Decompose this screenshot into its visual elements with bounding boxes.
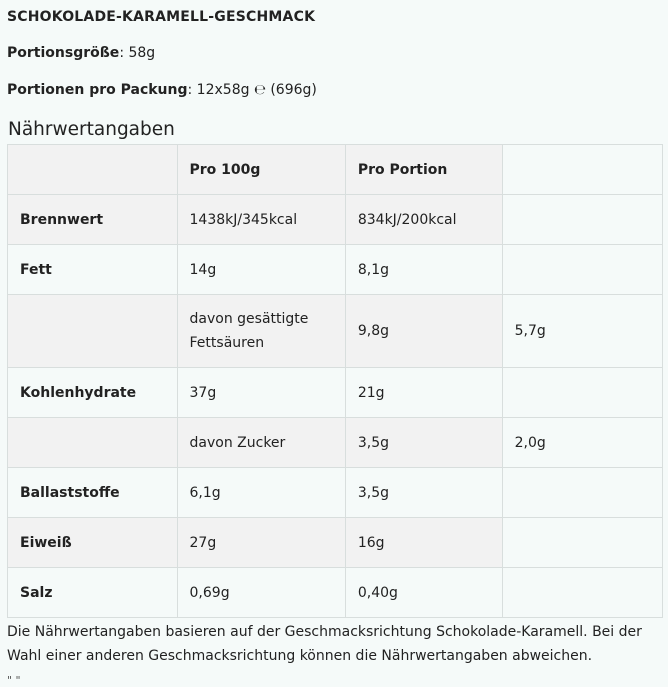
row-label: Ballaststoffe — [8, 468, 178, 518]
value-per-portion: 3,5g — [345, 468, 502, 518]
row-label: Brennwert — [8, 195, 178, 245]
value-per-portion: 3,5g — [345, 418, 502, 468]
header-cell-empty — [8, 145, 178, 195]
value-per-portion: 834kJ/200kcal — [345, 195, 502, 245]
nutrition-heading: Nährwertangaben — [8, 119, 175, 140]
table-row — [8, 418, 663, 468]
header-per-100g: Pro 100g — [177, 145, 345, 195]
servings-label: Portionen pro Packung — [7, 82, 188, 98]
value-extra — [502, 245, 662, 295]
value-extra — [502, 468, 662, 518]
value-extra — [502, 195, 662, 245]
row-label — [8, 418, 178, 468]
value-per-100g: 14g — [177, 245, 345, 295]
value-per-100g: 6,1g — [177, 468, 345, 518]
value-per-100g: davon Zucker — [177, 418, 345, 468]
value-extra — [502, 568, 662, 618]
value-extra — [502, 518, 662, 568]
value-per-portion: 8,1g — [345, 245, 502, 295]
value-per-100g: 27g — [177, 518, 345, 568]
value-per-portion: 16g — [345, 518, 502, 568]
nutrition-footnote: Die Nährwertangaben basieren auf der Geschmacksrichtung Schokolade-Karamell. Bei der Wahl einer anderen Geschmacksrichtung können die Nährwertangaben abweichen. — [7, 624, 642, 664]
value-per-100g: 1438kJ/345kcal — [177, 195, 345, 245]
table-row — [8, 245, 663, 295]
serving-size-value: : 58g — [119, 45, 156, 61]
row-label: Salz — [8, 568, 178, 618]
row-label: Kohlenhydrate — [8, 368, 178, 418]
header-per-portion: Pro Portion — [345, 145, 502, 195]
value-per-100g: 0,69g — [177, 568, 345, 618]
serving-size-label: Portionsgröße — [7, 45, 120, 61]
row-label — [8, 295, 178, 368]
table-row — [8, 568, 663, 618]
value-per-100g: davon gesättigte Fettsäuren — [177, 295, 345, 368]
table-header-row — [8, 145, 663, 195]
table-row — [8, 368, 663, 418]
row-label: Eiweiß — [8, 518, 178, 568]
value-per-portion: 21g — [345, 368, 502, 418]
value-extra: 2,0g — [502, 418, 662, 468]
row-label: Fett — [8, 245, 178, 295]
servings-value: : 12x58g ℮ (696g) — [187, 82, 317, 98]
servings-per-pack — [7, 82, 317, 98]
trailing-mark: " " — [7, 674, 21, 687]
header-cell-empty — [502, 145, 662, 195]
table-row — [8, 468, 663, 518]
value-extra — [502, 368, 662, 418]
value-per-portion: 9,8g — [345, 295, 502, 368]
table-row — [8, 295, 663, 368]
flavour-title: SCHOKOLADE-KARAMELL-GESCHMACK — [7, 9, 316, 25]
value-per-portion: 0,40g — [345, 568, 502, 618]
table-row — [8, 195, 663, 245]
table-row — [8, 518, 663, 568]
value-per-100g: 37g — [177, 368, 345, 418]
serving-size — [7, 45, 155, 61]
value-extra: 5,7g — [502, 295, 662, 368]
nutrition-table — [7, 144, 663, 618]
